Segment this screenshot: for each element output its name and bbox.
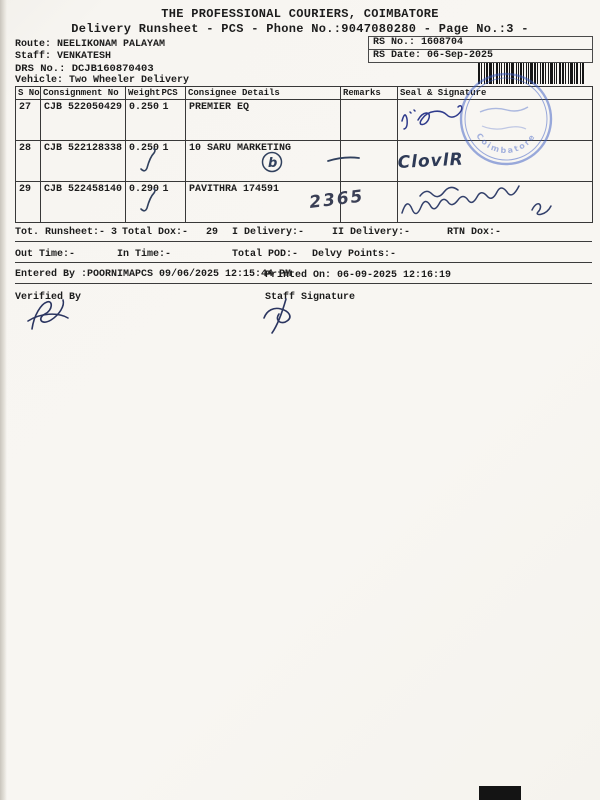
cell-consignment: CJB 522050429 [41, 100, 126, 141]
drs-no-label: DRS No.: DCJB160870403 [15, 63, 154, 75]
rs-date-label: RS Date: 06-Sep-2025 [373, 50, 494, 61]
circled-letter-text: b [268, 156, 278, 171]
rtn-dox: RTN Dox:- [447, 227, 502, 238]
scan-edge-shadow [0, 0, 7, 800]
ii-delivery: II Delivery:- [332, 227, 411, 238]
cell-consignment: CJB 522128338 [41, 141, 126, 182]
remark-number-row29: 2365 [308, 186, 366, 213]
cell-weight: 0.290 [126, 182, 160, 223]
cell-remarks [341, 100, 398, 141]
cell-seal [398, 100, 593, 141]
verified-by-signature [28, 300, 68, 329]
header-seal: Seal & Signature [398, 87, 593, 100]
divider-line [15, 262, 592, 263]
table-row [16, 100, 593, 141]
cell-pcs: 1 [160, 182, 186, 223]
cell-pcs: 1 [160, 100, 186, 141]
cell-consignee: PREMIER EQ [186, 100, 341, 141]
printed-on: Printed On: 06-09-2025 12:16:19 [265, 270, 452, 281]
cell-seal [398, 182, 593, 223]
cell-weight: 0.250 [126, 100, 160, 141]
staff-signature-mark [264, 299, 290, 333]
rs-no-label: RS No.: 1608704 [369, 37, 592, 50]
cell-seal [398, 141, 593, 182]
company-title: THE PROFESSIONAL COURIERS, COIMBATORE [161, 7, 439, 21]
vehicle-label: Vehicle: Two Wheeler Delivery [15, 75, 190, 86]
header-weight: Weight [126, 87, 160, 100]
staff-signature-label: Staff Signature [265, 292, 356, 303]
divider-line [15, 241, 592, 242]
cell-consignee: PAVITHRA 174591 [186, 182, 341, 223]
delvy-points: Delvy Points:- [312, 249, 397, 260]
rs-info-box [368, 36, 593, 63]
cell-sno: 27 [16, 100, 41, 141]
seal-handwriting-row28: ClovlR [397, 149, 465, 173]
cell-sno: 28 [16, 141, 41, 182]
cell-consignee: 10 SARU MARKETING [186, 141, 341, 182]
verified-by-label: Verified By [15, 292, 82, 303]
total-pod: Total POD:- [232, 249, 299, 260]
header-remarks: Remarks [341, 87, 398, 100]
barcode [478, 63, 593, 84]
header-pcs: PCS [160, 87, 186, 100]
cell-sno: 29 [16, 182, 41, 223]
header-sno: S No [16, 87, 41, 100]
runsheet-table [15, 86, 593, 223]
cell-weight: 0.250 [126, 141, 160, 182]
cell-remarks [341, 141, 398, 182]
route-label: Route: NEELIKONAM PALAYAM [15, 39, 166, 50]
table-header-row [16, 87, 593, 100]
total-dox: Total Dox:- 29 [122, 227, 219, 238]
out-time: Out Time:- [15, 249, 76, 260]
scan-artifact-mark [479, 786, 521, 800]
cell-pcs: 1 [160, 141, 186, 182]
runsheet-subtitle: Delivery Runsheet - PCS - Phone No.:9047080280 - Page No.:3 - [71, 22, 529, 36]
tot-runsheet: Tot. Runsheet:- 3 [15, 227, 118, 238]
table-row [16, 182, 593, 223]
header-consignment: Consignment No [41, 87, 126, 100]
divider-line [15, 283, 592, 284]
cell-consignment: CJB 522458140 [41, 182, 126, 223]
barcode-svg [478, 63, 593, 84]
i-delivery: I Delivery:- [232, 227, 305, 238]
in-time: In Time:- [117, 249, 172, 260]
cell-remarks [341, 182, 398, 223]
entered-by: Entered By :POORNIMAPCS 09/06/2025 12:15:44 PM [15, 269, 292, 280]
stamp-city-text: Coimbatore [474, 131, 538, 156]
staff-label: Staff: VENKATESH [15, 51, 112, 62]
header-consignee: Consignee Details [186, 87, 341, 100]
table-row [16, 141, 593, 182]
